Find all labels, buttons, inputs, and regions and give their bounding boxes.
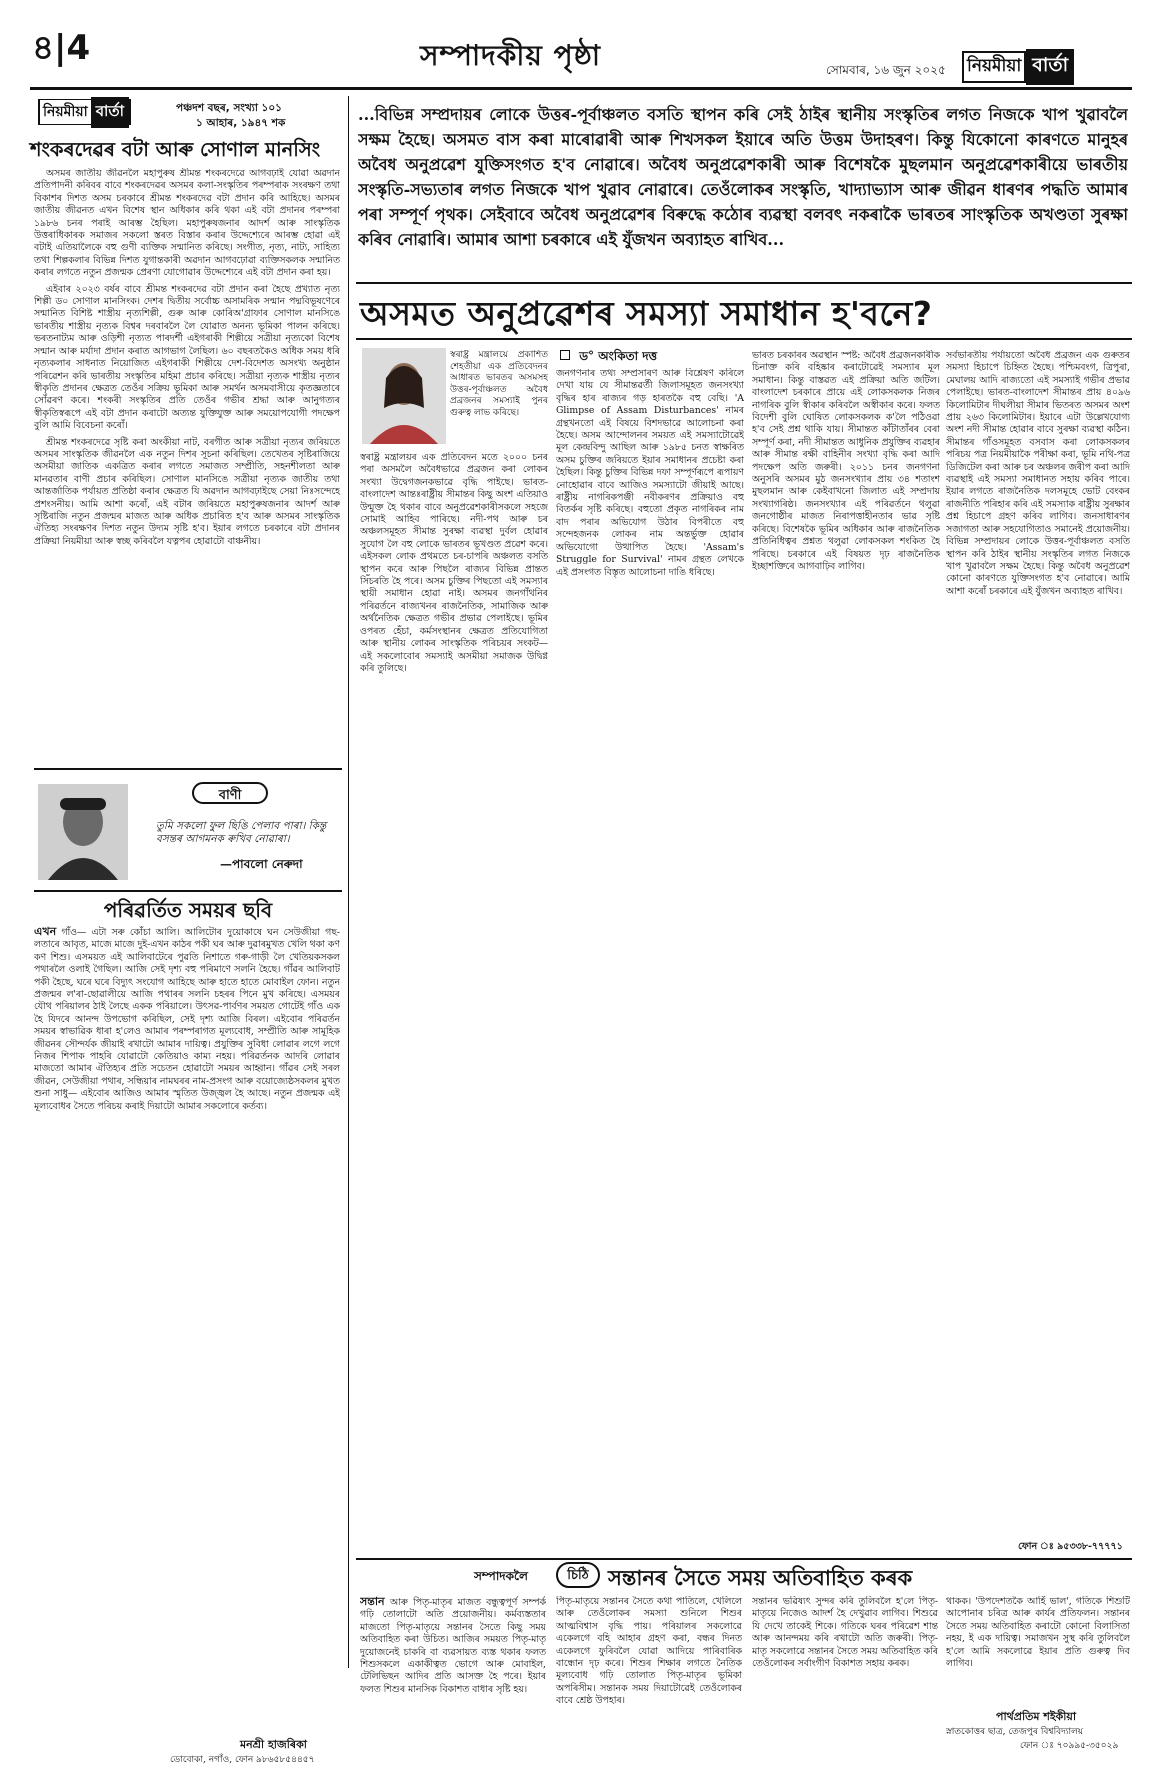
article-column-3: ভাৰত চৰকাৰৰ অৱস্থান স্পষ্ট: অবৈধ প্ৰব্ৰজনকাৰীক চিনাক্ত কৰি বহিষ্কাৰ কৰাটোৱেই সমস্যাৰ মূল সমাধান। কিন্তু বাস্তৱত এই প্ৰক্ৰিয়া অতি জটিল। বাংলাদেশ চৰকাৰে প্ৰায়ে এই লোকসকলক নিজৰ নাগৰিক বুলি স্বীকাৰ কৰিবলৈ অস্বীকাৰ কৰে। ফলত বিদেশী বুলি ঘোষিত লোকসকলক ক'লৈ পঠিওৱা হ'ব সেই প্ৰশ্ন থাকি যায়। সীমান্তত কাঁটাতাঁৰৰ বেৰা সম্পূৰ্ণ কৰা, নদী সীমান্তত আধুনিক প্ৰযুক্তিৰ ব্যৱহাৰ আৰু সীমান্ত ৰক্ষী বাহিনীৰ সংখ্যা বৃদ্ধি কৰা আদি পদক্ষেপ অতি জৰুৰী। ২০১১ চনৰ জনগণনা অনুসৰি অসমৰ মুঠ জনসংখ্যাৰ প্ৰায় ৩৪ শতাংশ মুছলমান আৰু কেইবাখনো জিলাত এই সম্প্ৰদায় সংখ্যাগৰিষ্ঠ। জনসংখ্যাৰ এই পৰিৱৰ্তনে থলুৱা জনগোষ্ঠীৰ মাজত নিৰাপত্তাহীনতাৰ ভাৱ সৃষ্টি কৰিছে। বিশেষকৈ ভূমিৰ অধিকাৰ আৰু ৰাজনৈতিক প্ৰতিনিধিত্বৰ প্ৰশ্নত থলুৱা লোকসকল শংকিত হৈ পৰিছে। চৰকাৰে এই বিষয়ত দৃঢ় ৰাজনৈতিক ইচ্ছাশক্তিৰে আগবাঢ়িব লাগিব। — [752, 350, 940, 572]
article-byline — [560, 348, 657, 368]
article-column-4: সৰ্বভাৰতীয় পৰ্যায়তো অবৈধ প্ৰব্ৰজন এক গুৰুতৰ সমস্যা হিচাপে চিহ্নিত হৈছে। পশ্চিমবংগ, ত্ৰিপুৰা, মেঘালয় আদি ৰাজ্যতো এই সমস্যাই গভীৰ প্ৰভাৱ পেলাইছে। ভাৰত-বাংলাদেশ সীমান্তৰ প্ৰায় ৪০৯৬ কিলোমিটাৰ দীঘলীয়া সীমাৰ ভিতৰত অসমৰ অংশ প্ৰায় ২৬৩ কিলোমিটাৰ। ইয়াৰে এটা উল্লেখযোগ্য অংশ নদী সীমান্ত হোৱাৰ বাবে সুৰক্ষা ব্যৱস্থা কঠিন। সীমান্তৰ গাঁওসমূহত বসবাস কৰা লোকসকলৰ পৰিচয় পত্ৰ নিয়মীয়াকৈ পৰীক্ষা কৰা, ভূমি নথি-পত্ৰ ডিজিটেল কৰা আৰু চৰ অঞ্চলৰ জৰীপ কৰা আদি ব্যৱস্থাই এই সমস্যা সমাধানত সহায় কৰিব পাৰে। ইয়াৰ লগতে ৰাজনৈতিক দলসমূহে ভোট বেংকৰ ৰাজনীতি পৰিহাৰ কৰি এই সমস্যাক ৰাষ্ট্ৰীয় সুৰক্ষাৰ প্ৰশ্ন হিচাপে গ্ৰহণ কৰিব লাগিব। জনসাধাৰণৰ সজাগতা আৰু সহযোগিতাও সমানেই প্ৰয়োজনীয়। বিভিন্ন সম্প্ৰদায়ৰ লোকে উত্তৰ-পূৰ্বাঞ্চলত বসতি স্থাপন কৰি ঠাইৰ স্থানীয় সংস্কৃতিৰ লগত নিজকে খাপ খুৱাবলৈ সক্ষম হৈছে। কিন্তু অবৈধ অনুপ্ৰৱেশ কোনো কাৰণতে যুক্তিসংগত হ'ব নোৱাৰে। আমি আশা কৰোঁ চৰকাৰে এই যুঁজখন অব্যাহত ৰাখিব। — [946, 350, 1130, 597]
pull-quote: ...বিভিন্ন সম্প্ৰদায়ৰ লোকে উত্তৰ-পূৰ্বাঞ্চলত বসতি স্থাপন কৰি সেই ঠাইৰ স্থানীয় সংস্কৃতিৰ লগত নিজকে খাপ খুৱাবলৈ সক্ষম হৈছে। অসমত বাস কৰা মাৰোৱাৰী আৰু শিখসকল ইয়াৰে অতি উত্তম উদাহৰণ। কিন্তু যিকোনো কাৰণতে মানুহৰ অবৈধ অনুপ্ৰৱেশ যুক্তিসংগত হ'ব নোৱাৰে। অবৈধ অনুপ্ৰৱেশকাৰী আৰু বিশেষকৈ মুছলমান অনুপ্ৰৱেশকাৰীয়ে ভাৰতীয় সংস্কৃতি-সভ্যতাৰ লগত নিজকে খাপ খুৱাব নোৱাৰে। তেওঁলোকৰ সংস্কৃতি, খাদ্যাভ্যাস আৰু জীৱন ধাৰণৰ পদ্ধতি আমাৰ পৰা সম্পূৰ্ণ পৃথক। সেইবাবে অবৈধ অনুপ্ৰৱেশৰ বিৰুদ্ধে কঠোৰ ব্যৱস্থা বলবৎ নকৰাকৈ ভাৰতৰ সাংস্কৃতিক অখণ্ডতা সুৰক্ষা কৰিব নোৱাৰি। আমাৰ আশা চৰকাৰে এই যুঁজখন অব্যাহত ৰাখিব... — [358, 105, 1128, 249]
quote-box — [34, 776, 342, 886]
letter-column-3: সন্তানৰ ভৱিষ্যৎ সুন্দৰ কৰি তুলিবলৈ হ'লে পিতৃ-মাতৃয়ে নিজেও আদৰ্শ হৈ দেখুৱাব লাগিব। শিশুৱে যি দেখে তাকেই শিকে। গতিকে ঘৰৰ পৰিৱেশ শান্ত আৰু আনন্দময় কৰি ৰখাটো অতি জৰুৰী। পিতৃ-মাতৃ সকলোৱে সন্তানৰ সৈতে সময় অতিবাহিত কৰি তেওঁলোকৰ সৰ্বাংগীণ বিকাশত সহায় কৰক। — [752, 1596, 938, 1670]
article-intro: স্বৰাষ্ট্ৰ মন্ত্ৰালয়ে প্ৰকাশিত শেহতীয়া এক প্ৰতিবেদনৰ আধাৰত ভাৰতৰ অসমসহ উত্তৰ-পূৰ্বাঞ্চলত অবৈধ প্ৰব্ৰজনৰ সমস্যাই পুনৰ গুৰুত্ব লাভ কৰিছে। — [450, 350, 548, 418]
quote-text: তুমি সকলো ফুল ছিঙি পেলাব পাৰা। কিন্তু বসন্তৰ আগমনক ৰুখিব নোৱাৰা। — [156, 820, 327, 845]
column-lead-word: এখন — [34, 926, 57, 938]
letter-author-place: স্নাতকোত্তৰ ছাত্ৰ, তেজপুৰ বিশ্ববিদ্যালয় — [946, 1727, 1084, 1737]
article-bottom-rule — [356, 1558, 1132, 1560]
left-column-divider — [348, 96, 349, 1668]
author-photo-illustration — [362, 348, 446, 444]
masthead-logo-part2: বাৰ্তা — [91, 97, 129, 128]
letter-column-1-text: আৰু পিতৃ-মাতৃৰ মাজত বন্ধুত্বপূৰ্ণ সম্পৰ্ক গঢ়ি তোলাটো অতি প্ৰয়োজনীয়। কৰ্মব্যস্ততাৰ মাজতো পিতৃ-মাতৃয়ে সন্তানৰ সৈতে কিছু সময় অতিবাহিত কৰা উচিত। আজিৰ সময়ত পিতৃ-মাতৃ দুয়োজনেই চাকৰি বা ব্যৱসায়ত ব্যস্ত থকাৰ ফলত শিশুসকলে একাকীত্বত ভোগে আৰু মোবাইল, টেলিভিছন আদিৰ প্ৰতি আসক্ত হৈ পৰে। ইয়াৰ ফলত শিশুৰ মানসিক বিকাশত বাধাৰ সৃষ্টি হয়। — [360, 1597, 546, 1695]
letter-author-phone: ফোন ঃ ৭০৯৯৫-৩৫০২৯ — [1020, 1741, 1119, 1751]
masthead-date: ১ আহাৰ, ১৯৪৭ শক — [196, 117, 286, 129]
author-photo — [362, 348, 446, 444]
editorial-paragraph-2: এইবাৰ ২০২৩ বৰ্ষৰ বাবে শ্ৰীমন্ত শংকৰদেৱ বটা প্ৰদান কৰা হৈছে প্ৰখ্যাত নৃত্য শিল্পী ড০ সোণাল মানসিংক। দেশৰ দ্বিতীয় সৰ্বোচ্চ অসামৰিক সন্মান পদ্মবিভূষণেৰে সন্মানিত বিশিষ্ট শাস্ত্ৰীয় নৃত্যশিল্পী, গুৰু আৰু কোৰিঅ'গ্ৰাফাৰ সোণাল মানসিঙে ভাৰতীয় শাস্ত্ৰীয় নৃত্যক বিশ্বৰ দৰবাৰলৈ লৈ যোৱাত অনন্য ভূমিকা পালন কৰিছে। ভৰতনাট্যম আৰু ওড়িশী নৃত্যত পাৰদৰ্শী এইগৰাকী শিল্পীয়ে সত্ৰীয়া নৃত্যকো বিশেষ সন্মান আৰু মৰ্যাদা প্ৰদান কৰাত আগভাগ লৈছিল। ৬০ বছৰতকৈও অধিক সময় ধৰি নৃত্যকলাৰ সাধনাত নিয়োজিত এইগৰাকী শিল্পীয়ে দেশ-বিদেশত অসংখ্য অনুষ্ঠান পৰিৱেশন কৰি ভাৰতীয় সংস্কৃতিৰ মহিমা প্ৰচাৰ কৰিছে। সত্ৰীয়া নৃত্যক শাস্ত্ৰীয় নৃত্যৰ স্বীকৃতি প্ৰদানৰ ক্ষেত্ৰত তেওঁৰ সক্ৰিয় ভূমিকা আৰু সমৰ্থন অসমবাসীয়ে কৃতজ্ঞতাৰে সোঁৱৰণ কৰে। শংকৰী সংস্কৃতিৰ প্ৰতি তেওঁৰ গভীৰ শ্ৰদ্ধা আৰু আনুগত্যৰ স্বীকৃতিস্বৰূপে এই বটা প্ৰদান কৰাটো অত্যন্ত যুক্তিযুক্ত আৰু সময়োপযোগী পদক্ষেপ বুলি আমি বিবেচনা কৰোঁ। — [34, 283, 340, 432]
header-logo-part2: বাৰ্তা — [1026, 49, 1074, 85]
column-author-place: ডোবোকা, নগাঁও, ফোন ৯৮৬৫৮৫৪৪৫৭ — [170, 1755, 315, 1765]
section-title: সম্পাদকীয় পৃষ্ঠা — [420, 39, 601, 72]
page-number: ৪|4 — [32, 28, 91, 68]
editorial-body — [34, 168, 340, 763]
quote-heading-box — [192, 782, 268, 804]
column-author: মনশ্ৰী হাজৰিকা — [240, 1738, 307, 1751]
masthead-year: পঞ্চদশ বছৰ, সংখ্যা ১০১ — [176, 102, 283, 114]
issue-date: সোমবাৰ, ১৬ জুন ২০২৫ — [826, 63, 946, 77]
letter-column-1 — [360, 1596, 546, 1750]
letters-label: সম্পাদকলৈ — [474, 1569, 528, 1583]
editorial-title: শংকৰদেৱৰ বটা আৰু সোণাল মানসিং — [30, 138, 321, 161]
column-title: পৰিৱৰ্তিত সময়ৰ ছবি — [103, 898, 273, 922]
quote-author: —পাবলো নেৰুদা — [220, 857, 303, 871]
masthead-logo-part1: নিয়মীয়া — [40, 100, 91, 124]
headline-rule — [356, 338, 1132, 340]
byline-author: ড° অংকিতা দত্ত — [579, 349, 658, 363]
header-logo[interactable] — [962, 52, 1074, 82]
letters-badge-text: চিঠি — [567, 1568, 589, 1583]
article-phone: ফোন ঃ ৯৫৩৩৮-৭৭৭৭১ — [1018, 1541, 1123, 1552]
column-top-rule — [34, 890, 342, 892]
article-column-1: স্বৰাষ্ট্ৰ মন্ত্ৰালয়ৰ এক প্ৰতিবেদন মতে ২০০০ চনৰ পৰা অসমলৈ অবৈধভাৱে প্ৰব্ৰজন কৰা লোকৰ সংখ্যা উদ্বেগজনকভাৱে বৃদ্ধি পাইছে। ভাৰত-বাংলাদেশ আন্তঃৰাষ্ট্ৰীয় সীমান্তৰ কিছু অংশ এতিয়াও উন্মুক্ত হৈ থকাৰ বাবে অনুপ্ৰৱেশকাৰীসকলে সহজে সোমাই আহিব পাৰিছে। নদী-পথ আৰু চৰ অঞ্চলসমূহত সীমান্ত সুৰক্ষা ব্যৱস্থা দুৰ্বল হোৱাৰ সুযোগ লৈ বহু লোকে ভাৰতৰ ভূখণ্ডত প্ৰৱেশ কৰে। এইসকল লোক প্ৰথমতে চৰ-চাপৰি অঞ্চলত বসতি স্থাপন কৰে আৰু পিছলৈ ৰাজ্যৰ বিভিন্ন প্ৰান্তত সিঁচৰতি হৈ পৰে। অসম চুক্তিৰ পিছতো এই সমস্যাৰ স্থায়ী সমাধান হোৱা নাই। অসমৰ জনগাঁথনিৰ পৰিৱৰ্তনে ৰাজ্যখনৰ ৰাজনৈতিক, সামাজিক আৰু অৰ্থনৈতিক ক্ষেত্ৰত গভীৰ প্ৰভাৱ পেলাইছে। ভূমিৰ ওপৰত হেঁচা, কৰ্মসংস্থানৰ ক্ষেত্ৰত প্ৰতিযোগিতা আৰু স্থানীয় লোকৰ সাংস্কৃতিক পৰিচয়ৰ সংকট— এই সকলোবোৰ সমস্যাই অসমীয়া সমাজক উদ্বিগ্ন কৰি তুলিছে। — [360, 452, 548, 674]
letter-author: পাৰ্থপ্ৰতিম শইকীয়া — [996, 1710, 1077, 1723]
editorial-paragraph-1: অসমৰ জাতীয় জীৱনলৈ মহাপুৰুষ শ্ৰীমন্ত শংকৰদেৱে আগবঢ়াই যোৱা অৱদান প্ৰতিপাদনী কৰিবৰ বাবে শংকৰদেৱৰ অসমৰ কলা-সংস্কৃতিৰ পৰম্পৰাক সংৰক্ষণ তথা বিকাশৰ দিশত অসম চৰকাৰে শ্ৰীমন্ত শংকৰদেৱ বটা প্ৰদান কৰি আহিছে। অসমৰ জাতীয় জীৱনত এখন বিশেষ স্থান অধিকাৰ কৰি থকা এই বটা প্ৰদানৰ পৰম্পৰা ১৯৮৬ চনৰ পৰাই আৰম্ভ হৈছিল। মহাপুৰুষজনাৰ আদৰ্শ আৰু সাংস্কৃতিক উত্তৰাধিকাৰক সমাজৰ সকলো স্তৰত বিস্তাৰ কৰাৰ উদ্দেশ্যেৰে আৰম্ভ হোৱা এই বটাই এতিয়ালৈকে বহু গুণী ব্যক্তিক সন্মানিত কৰিছে। সংগীত, নৃত্য, নাট্য, সাহিত্য তথা শিল্পকলাৰ বিভিন্ন দিশত যুগান্তকাৰী অৱদান আগবঢ়োৱা ব্যক্তিসকলক সন্মানিত কৰাৰ লগতে নতুন প্ৰজন্মক প্ৰেৰণা যোগোৱাৰ উদ্দেশ্যেৰে এই বটা প্ৰদান কৰা হয়। — [34, 168, 340, 279]
letters-badge — [556, 1562, 600, 1588]
header-logo-part1: নিয়মীয়া — [962, 51, 1026, 83]
pull-quote-rule — [356, 282, 1132, 284]
quote-heading: বাণী — [218, 788, 242, 803]
portrait-illustration — [38, 784, 128, 880]
letter-lead-word: সন্তান — [360, 1596, 385, 1608]
byline-marker-icon — [560, 350, 570, 360]
poet-portrait — [38, 784, 128, 880]
masthead-logo — [38, 99, 131, 125]
header-rule — [30, 87, 1132, 90]
column-text: গাঁও— এটা সৰু কোঁচা আলি। আলিটোৰ দুয়োকাষে ঘন সেউজীয়া গছ-লতাৰে আবৃত, মাজে মাজে দুই-এখন কাঠৰ পকী ঘৰ আৰু দুৱাৰমুখত খেলি থকা কণ কণ শিশু। এসময়ত এই আলিবাটেৰে পুৱতি নিশাতে গৰু-গাড়ী লৈ খেতিয়কসকল পথাৰলৈ ওলাই গৈছিল। আজি সেই দৃশ্য বহু পৰিমাণে সলনি হৈছে। গাঁৱৰ আলিবাট পকী হৈছে, ঘৰে ঘৰে বিদ্যুৎ সংযোগ আহিছে আৰু হাতে হাতে মোবাইল ফোন। নতুন প্ৰজন্মৰ ল'ৰা-ছোৱালীয়ে আজি পথাৰৰ সলনি চহৰৰ পিনে মুখ কৰিছে। এসময়ৰ যৌথ পৰিয়ালৰ ঠাই লৈছে একক পৰিয়ালে। উৎসৱ-পাৰ্বণৰ সময়ত গোটেই গাঁও এক হৈ যিদৰে আনন্দ উপভোগ কৰিছিল, সেই দৃশ্য আজি বিৰল। এইবোৰ পৰিৱৰ্তন সময়ৰ স্বাভাৱিক ধাৰা হ'লেও আমাৰ পৰম্পৰাগত মূল্যবোধ, সম্প্ৰীতি আৰু সামূহিক জীৱনৰ সৌন্দৰ্যক জীয়াই ৰখাটো আমাৰ দায়িত্ব। প্ৰযুক্তিৰ সুবিধা লোৱাৰ লগে লগে নিজৰ শিপাক পাহৰি যোৱাটো কেতিয়াও কাম্য নহয়। পৰিৱৰ্তনক আদৰি লোৱাৰ মাজতো আমাৰ ঐতিহ্যৰ প্ৰতি সচেতন হোৱাটো সময়ৰ আহ্বান। গাঁৱৰ সেই সৰল জীৱন, সেউজীয়া পথাৰ, সন্ধিয়াৰ নামঘৰৰ নাম-প্ৰসংগ আৰু বয়োজ্যেষ্ঠসকলৰ মুখত শুনা সাধু— এইবোৰ আজিও আমাৰ স্মৃতিত উজ্জ্বল হৈ আছে। নতুন প্ৰজন্মক এই মূল্যবোধৰ সৈতে পৰিচয় কৰাই দিয়াটো আমাৰ সকলোৰে কৰ্তব্য। — [34, 927, 340, 1112]
letter-column-4: থাকক। 'উপদেশতকৈ আৰ্হি ভাল', গতিকে শিশুটি আপোনাৰ চৰিত্ৰ আৰু কাৰ্যৰ প্ৰতিফলন। সন্তানৰ সৈতে সময় অতিবাহিত কৰাটো কোনো বিলাসিতা নহয়, ই এক দায়িত্ব। সমাজখন সুস্থ কৰি তুলিবলৈ হ'লে আমি সকলোৱে ইয়াৰ প্ৰতি গুৰুত্ব দিব লাগিব। — [946, 1596, 1130, 1670]
main-headline: অসমত অনুপ্ৰৱেশৰ সমস্যা সমাধান হ'বনে? — [360, 294, 933, 333]
column-body — [34, 926, 340, 1726]
letter-column-2: পিতৃ-মাতৃয়ে সন্তানৰ সৈতে কথা পাতিলে, খেলিলে আৰু তেওঁলোকৰ সমস্যা শুনিলে শিশুৰ আত্মবিশ্বাস বৃদ্ধি পায়। পৰিয়ালৰ সকলোৱে একেলগে বহি আহাৰ গ্ৰহণ কৰা, বন্ধৰ দিনত একেলগে ফুৰিবলৈ যোৱা আদিয়ে পাৰিবাৰিক বান্ধোন দৃঢ় কৰে। শিশুৰ শিক্ষাৰ লগতে নৈতিক মূল্যবোধ গঢ়ি তোলাত পিতৃ-মাতৃৰ ভূমিকা অপৰিসীম। সন্তানক সময় দিয়াটোৱেই তেওঁলোকৰ বাবে শ্ৰেষ্ঠ উপহাৰ। — [556, 1596, 742, 1707]
letters-title: সন্তানৰ সৈতে সময় অতিবাহিত কৰক — [608, 1566, 913, 1590]
article-column-2: জনগণনাৰ তথ্য সম্প্ৰসাৰণ আৰু বিশ্লেষণ কৰিলে দেখা যায় যে সীমান্তৱৰ্তী জিলাসমূহত জনসংখ্যা বৃদ্ধিৰ হাৰ ৰাজ্যৰ গড় হাৰতকৈ বহু বেছি। 'A Glimpse of Assam Disturbances' নামৰ গ্ৰন্থখনতো এই বিষয়ে বিশদভাৱে আলোচনা কৰা হৈছে। অসম আন্দোলনৰ সময়ত এই সমস্যাটোৱেই মূল কেন্দ্ৰবিন্দু আছিল আৰু ১৯৮৫ চনত স্বাক্ষৰিত অসম চুক্তিৰ জৰিয়তে ইয়াৰ সমাধানৰ প্ৰচেষ্টা কৰা হৈছিল। কিন্তু চুক্তিৰ বিভিন্ন দফা সম্পূৰ্ণৰূপে ৰূপায়ণ নোহোৱাৰ বাবে আজিও সমস্যাটো জীয়াই আছে। ৰাষ্ট্ৰীয় নাগৰিকপঞ্জী নবীকৰণৰ প্ৰক্ৰিয়াও বহু বিতৰ্কৰ সৃষ্টি কৰিছে। বহুতো প্ৰকৃত নাগৰিকৰ নাম বাদ পৰাৰ অভিযোগ উঠাৰ বিপৰীতে বহু সন্দেহজনক লোকৰ নাম অন্তৰ্ভুক্ত হোৱাৰ অভিযোগো উত্থাপিত হৈছে। 'Assam's Struggle for Survival' নামৰ গ্ৰন্থত লেখকে এই প্ৰসংগত বিস্তৃত আলোচনা দাঙি ধৰিছে। — [556, 368, 744, 578]
editorial-paragraph-3: শ্ৰীমন্ত শংকৰদেৱে সৃষ্টি কৰা অংকীয়া নাট, বৰগীত আৰু সত্ৰীয়া নৃত্যৰ জৰিয়তে অসমৰ সাংস্কৃতিক জীৱনলৈ এক নতুন দিশৰ সূচনা কৰিছিল। তেখেতৰ সৃষ্টিৰাজিয়ে অসমীয়া জাতিক একত্ৰিত কৰাৰ লগতে সমাজত সম্প্ৰীতি, সহনশীলতা আৰু মানৱতাৰ বাণী প্ৰচাৰ কৰিছিল। সোণাল মানসিঙে সত্ৰীয়া নৃত্যক জাতীয় তথা আন্তৰ্জাতিক পৰ্যায়ত প্ৰতিষ্ঠা কৰাৰ ক্ষেত্ৰত যি অৱদান আগবঢ়াইছে সেয়া নিঃসন্দেহে প্ৰশংসনীয়। আমি আশা কৰোঁ, এই বটাৰ জৰিয়তে মহাপুৰুষজনাৰ আদৰ্শ আৰু সৃষ্টিৰাজি নতুন প্ৰজন্মৰ মাজত আৰু অধিক প্ৰচাৰিত হ'ব আৰু অসমৰ সাংস্কৃতিক ঐতিহ্য সংৰক্ষণৰ দিশত নতুন উদ্যম সৃষ্টি হ'ব। ইয়াৰ লগতে চৰকাৰে বটা প্ৰদানৰ প্ৰক্ৰিয়া নিয়মীয়া আৰু স্বচ্ছ কৰিবলৈ যত্নপৰ হোৱাটো বাঞ্চনীয়। — [34, 436, 340, 547]
editorial-bottom-rule — [34, 768, 342, 770]
